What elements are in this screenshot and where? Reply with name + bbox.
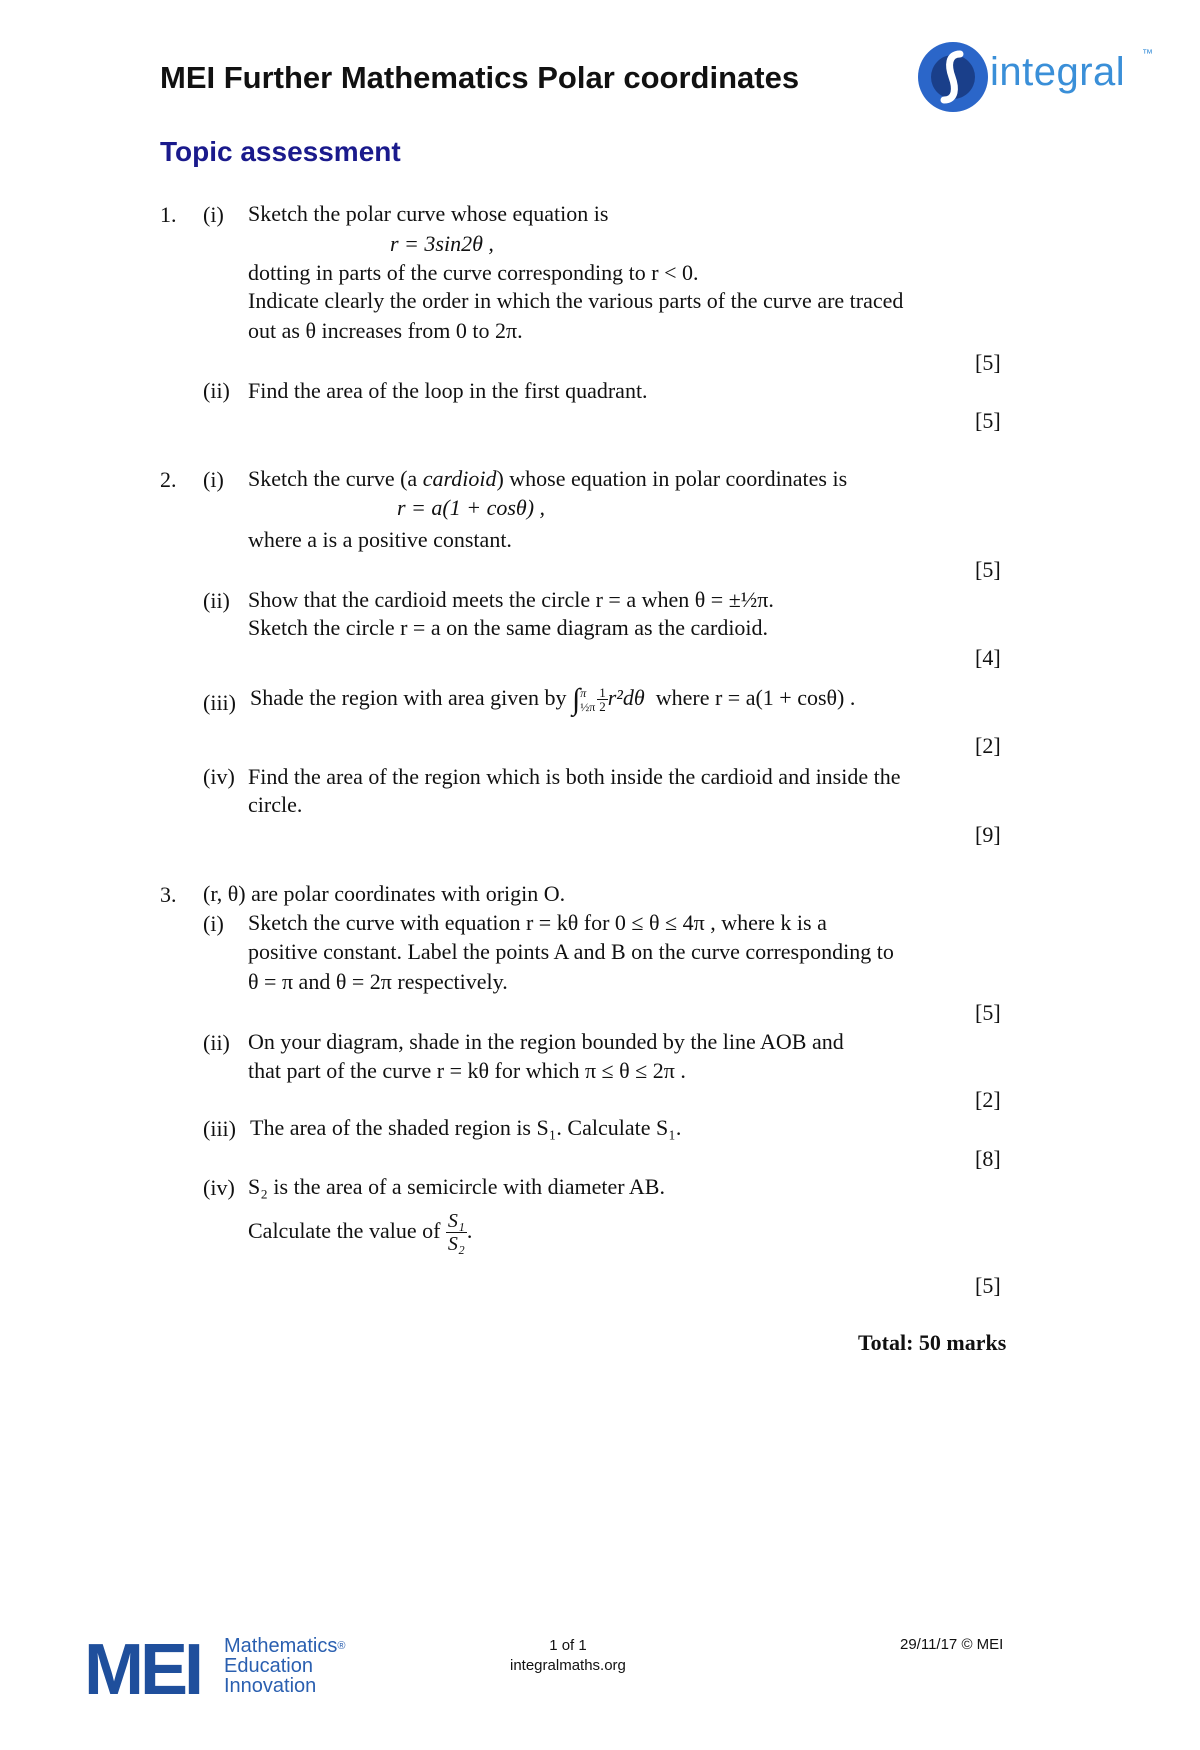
half-num: 1	[599, 685, 606, 701]
q2-part-ii-line1: Show that the cardioid meets the circle r = a when θ = ±½π.	[248, 587, 774, 612]
q2-part-iv-line1: Find the area of the region which is both inside the cardioid and inside the	[248, 764, 901, 789]
integral-lower-limit: ½π	[580, 699, 596, 714]
q1-part-i-line5: out as θ increases from 0 to 2π.	[248, 318, 523, 343]
q3-part-iii-marks: [8]	[975, 1146, 1001, 1171]
q3-part-iv-marks: [5]	[975, 1273, 1001, 1298]
integral-upper-limit: π	[580, 685, 587, 700]
q3-number: 3.	[160, 882, 177, 907]
half-den: 2	[599, 699, 606, 715]
integral-logo	[918, 40, 1163, 116]
q2-part-iii-text-b: where r = a(1 + cosθ) .	[655, 685, 856, 710]
q1-part-i-line3: dotting in parts of the curve corresponding to r < 0.	[248, 260, 699, 285]
mei-logo-letters: MEI	[84, 1630, 201, 1710]
document-title: MEI Further Mathematics Polar coordinates	[160, 60, 800, 95]
mei-registered: ®	[337, 1640, 346, 1652]
q1-part-i-eq-text: r = 3sin2θ ,	[390, 231, 494, 256]
q3-part-ii-line2: that part of the curve r = kθ for which π ≤ θ ≤ 2π .	[248, 1058, 686, 1083]
integral-limits	[580, 686, 595, 714]
q2-part-iv-line2: circle.	[248, 792, 303, 817]
q3-part-ii-marks: [2]	[975, 1087, 1001, 1112]
q3-intro: (r, θ) are polar coordinates with origin O.	[203, 881, 566, 906]
q2-part-i-line1c: ) whose equation in polar coordinates is	[496, 466, 848, 491]
q2-part-iv-label: (iv)	[203, 764, 235, 789]
q2-part-ii-marks: [4]	[975, 645, 1001, 670]
q3-part-iv-text: Calculate the value of	[248, 1218, 441, 1243]
q2-part-i-equation	[397, 494, 545, 522]
s1-over-s2-fraction	[446, 1210, 467, 1255]
q3-part-iv-line2	[248, 1206, 472, 1256]
integral-sign: ∫	[571, 682, 581, 716]
q2-part-ii-label: (ii)	[203, 588, 230, 613]
q2-part-iv-marks: [9]	[975, 822, 1001, 847]
q2-part-i-cardioid: cardioid	[422, 466, 497, 491]
q3-part-i-line3: θ = π and θ = 2π respectively.	[248, 969, 508, 994]
q3-part-iv-period: .	[466, 1218, 473, 1243]
footer-date-copyright: 29/11/17 © MEI	[900, 1636, 1004, 1653]
page-number: 1 of 1	[549, 1637, 587, 1654]
q1-part-ii-label: (ii)	[203, 378, 230, 403]
footer-page-info	[510, 1636, 626, 1676]
q1-number: 1.	[160, 202, 177, 227]
q2-part-i-line1	[248, 465, 847, 493]
mei-word-mathematics: Mathematics®	[224, 1635, 346, 1657]
integrand: r²dθ	[607, 685, 645, 710]
q3-part-iv-label: (iv)	[203, 1175, 235, 1200]
q3-part-iv-line1: S₂ is the area of a semicircle with diameter AB.	[248, 1174, 665, 1199]
mei-word-education: Education	[224, 1655, 313, 1677]
q2-part-i-marks: [5]	[975, 557, 1001, 582]
q2-part-i-line1a: Sketch the curve (a	[248, 466, 418, 491]
q3-part-iii-line1: The area of the shaded region is S₁. Calculate S₁.	[250, 1115, 682, 1140]
q3-part-i-label: (i)	[203, 911, 224, 936]
website: integralmaths.org	[510, 1657, 626, 1674]
mei-logo	[84, 1630, 346, 1710]
q1-part-i-label: (i)	[203, 202, 224, 227]
q2-part-iii-label: (iii)	[203, 690, 236, 715]
half-fraction	[597, 686, 608, 713]
q1-part-i-line1: Sketch the polar curve whose equation is	[248, 201, 609, 226]
q3-part-i-line1: Sketch the curve with equation r = kθ for 0 ≤ θ ≤ 4π , where k is a	[248, 910, 827, 935]
q2-part-iii-marks: [2]	[975, 733, 1001, 758]
q1-part-ii-marks: [5]	[975, 408, 1001, 433]
q2-part-iii-text-a: Shade the region with area given by	[250, 685, 567, 710]
mei-word-innovation: Innovation	[224, 1675, 317, 1697]
q1-part-i-line4: Indicate clearly the order in which the various parts of the curve are traced	[248, 288, 904, 313]
integral-logo-text: integral	[990, 50, 1126, 94]
q3-part-iii-label: (iii)	[203, 1116, 236, 1141]
q2-part-iii-line1	[250, 676, 855, 722]
q2-part-i-label: (i)	[203, 467, 224, 492]
mei-logo-words	[224, 1636, 345, 1696]
q1-part-ii-line1: Find the area of the loop in the first quadrant.	[248, 378, 648, 403]
q3-part-ii-label: (ii)	[203, 1030, 230, 1055]
q3-part-ii-line1: On your diagram, shade in the region bounded by the line AOB and	[248, 1029, 844, 1054]
q3-part-i-line2: positive constant. Label the points A and B on the curve corresponding to	[248, 939, 894, 964]
q1-part-i-equation	[390, 230, 494, 258]
s1-numerator: S₁	[447, 1210, 465, 1233]
integral-logo-icon	[918, 42, 988, 112]
q3-part-i-marks: [5]	[975, 1000, 1001, 1025]
total-marks: Total: 50 marks	[858, 1330, 1007, 1355]
section-title: Topic assessment	[160, 136, 401, 167]
s2-denominator: S₂	[447, 1233, 465, 1256]
q2-number: 2.	[160, 467, 177, 492]
q1-part-i-marks: [5]	[975, 350, 1001, 375]
q2-part-ii-line2: Sketch the circle r = a on the same diagram as the cardioid.	[248, 615, 769, 640]
q2-part-i-eq-text: r = a(1 + cosθ) ,	[397, 495, 546, 520]
integral-logo-tm: ™	[1142, 48, 1153, 60]
q2-part-i-line3: where a is a positive constant.	[248, 527, 512, 552]
